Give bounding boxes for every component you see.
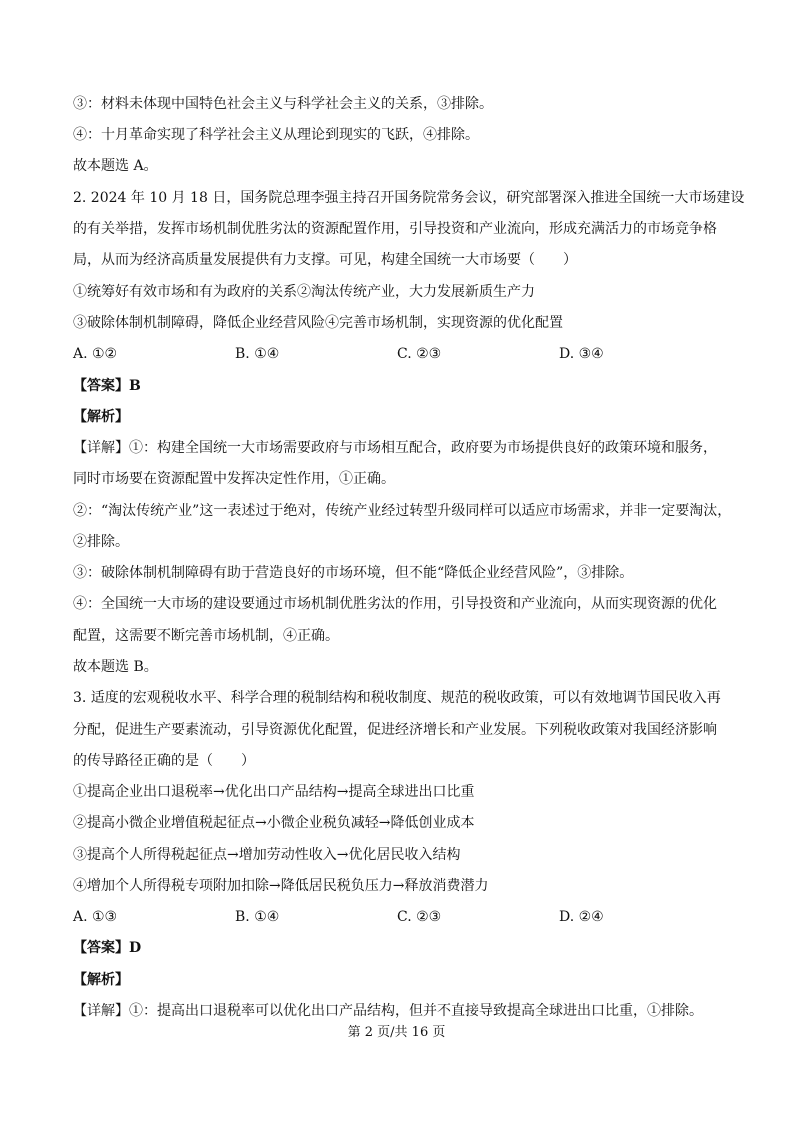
analysis-heading: 【解析】 bbox=[73, 972, 129, 988]
analysis-heading: 【解析】 bbox=[73, 409, 129, 425]
text-line: ④：十月革命实现了科学社会主义从理论到现实的飞跃，④排除。 bbox=[73, 127, 479, 143]
option-b: B. ①④ bbox=[235, 909, 280, 925]
detail-line: ③：破除体制机制障碍有助于营造良好的市场环境，但不能“降低企业经营风险”，③排除。 bbox=[73, 565, 634, 581]
option-c: C. ②③ bbox=[397, 346, 442, 362]
text-line: ③：材料未体现中国特色社会主义与科学社会主义的关系，③排除。 bbox=[73, 96, 493, 112]
answer-label: 【答案】D bbox=[73, 940, 142, 956]
detail-line: ④：全国统一大市场的建设要通过市场机制优胜劣汰的作用，引导投资和产业流向，从而实现资源的优化 bbox=[73, 596, 717, 612]
question-stem-line: 2. 2024 年 10 月 18 日，国务院总理李强主持召开国务院常务会议，研究部署深入推进全国统一大市场建设 bbox=[73, 190, 745, 206]
option-a: A. ①② bbox=[73, 346, 118, 362]
q3-options bbox=[73, 907, 753, 927]
detail-line: 【详解】①：构建全国统一大市场需要政府与市场相互配合，政府要为市场提供良好的政策环境和服务， bbox=[73, 440, 717, 456]
detail-line: 【详解】①：提高出口退税率可以优化出口产品结构，但并不直接导致提高全球进出口比重，①排除。 bbox=[73, 1003, 703, 1019]
question-stem-line: 局，从而为经济高质量发展提供有力支撑。可见，构建全国统一大市场要（ ） bbox=[73, 252, 577, 268]
question-stem-line: 分配，促进生产要素流动，引导资源优化配置，促进经济增长和产业发展。下列税收政策对我国经济影响 bbox=[73, 722, 717, 738]
statement-line: ④增加个人所得税专项附加扣除→降低居民税负压力→释放消费潜力 bbox=[73, 878, 489, 894]
answer-label: 【答案】B bbox=[73, 378, 141, 394]
option-d: D. ③④ bbox=[559, 346, 604, 362]
statement-line: ①提高企业出口退税率→优化出口产品结构→提高全球进出口比重 bbox=[73, 784, 475, 800]
conclusion-line: 故本题选 B。 bbox=[73, 659, 158, 675]
detail-line: ②排除。 bbox=[73, 534, 129, 550]
option-c: C. ②③ bbox=[397, 909, 442, 925]
statement-line: ③提高个人所得税起征点→增加劳动性收入→优化居民收入结构 bbox=[73, 847, 461, 863]
option-b: B. ①④ bbox=[235, 346, 280, 362]
statement-line: ①统筹好有效市场和有为政府的关系②淘汰传统产业，大力发展新质生产力 bbox=[73, 284, 535, 300]
page-footer: 第 2 页/共 16 页 bbox=[347, 1025, 446, 1040]
detail-line: 配置，这需要不断完善市场机制，④正确。 bbox=[73, 628, 339, 644]
text-line: 故本题选 A。 bbox=[73, 158, 158, 174]
option-d: D. ②④ bbox=[559, 909, 604, 925]
option-a: A. ①③ bbox=[73, 909, 118, 925]
question-stem-line: 3. 适度的宏观税收水平、科学合理的税制结构和税收制度、规范的税收政策，可以有效地调节国民收入再 bbox=[73, 690, 721, 706]
detail-line: ②：“淘汰传统产业”这一表述过于绝对，传统产业经过转型升级同样可以适应市场需求，并非一定要淘汰， bbox=[73, 503, 732, 519]
statement-line: ②提高小微企业增值税起征点→小微企业税负减轻→降低创业成本 bbox=[73, 815, 475, 831]
question-stem-line: 的有关举措，发挥市场机制优胜劣汰的资源配置作用，引导投资和产业流向，形成充满活力的市场竞争格 bbox=[73, 221, 717, 237]
detail-line: 同时市场要在资源配置中发挥决定性作用，①正确。 bbox=[73, 471, 395, 487]
question-stem-line: 的传导路径正确的是（ ） bbox=[73, 753, 255, 769]
statement-line: ③破除体制机制障碍，降低企业经营风险④完善市场机制，实现资源的优化配置 bbox=[73, 315, 563, 331]
q2-options bbox=[73, 344, 753, 364]
